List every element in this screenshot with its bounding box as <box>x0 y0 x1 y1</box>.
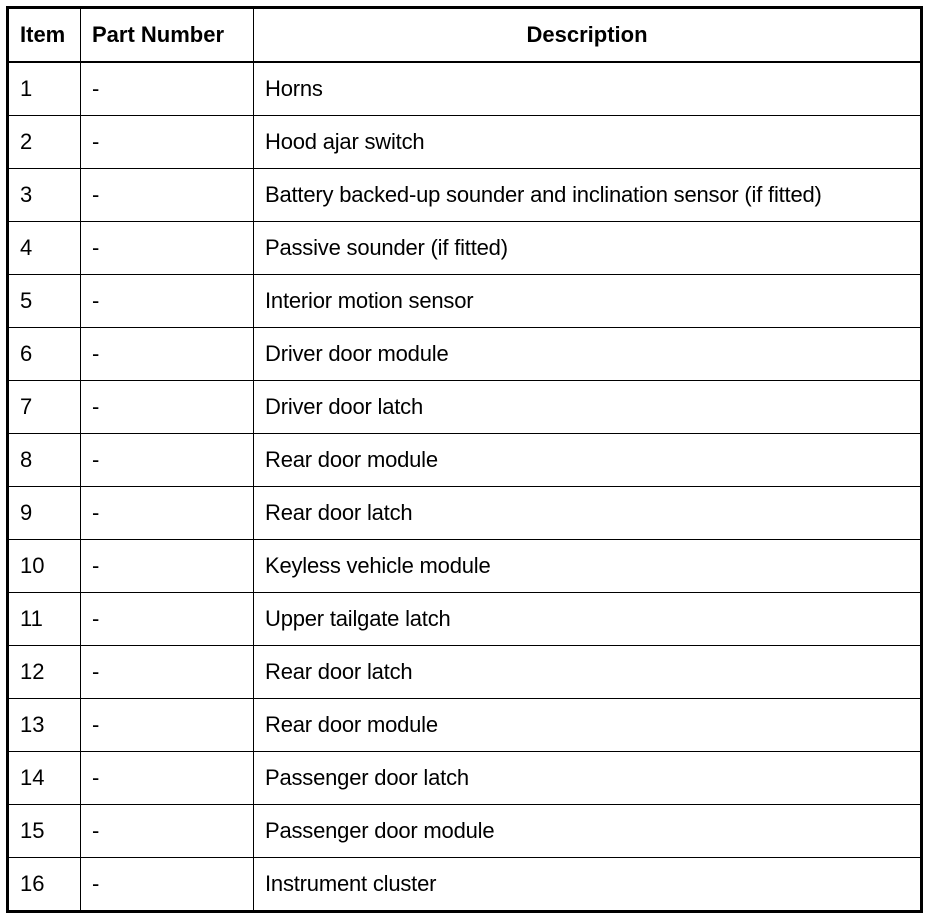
table-row <box>8 62 922 116</box>
table-row <box>8 169 922 222</box>
description-cell: Rear door latch <box>254 646 922 699</box>
table-row <box>8 805 922 858</box>
description-cell: Rear door module <box>254 434 922 487</box>
item-cell: 5 <box>8 275 81 328</box>
table-row <box>8 752 922 805</box>
parts-table <box>6 6 923 913</box>
part-number-cell: - <box>81 540 254 593</box>
table-row <box>8 275 922 328</box>
table-row <box>8 116 922 169</box>
item-cell: 11 <box>8 593 81 646</box>
column-header-description: Description <box>254 8 922 63</box>
table-row <box>8 646 922 699</box>
part-number-cell: - <box>81 222 254 275</box>
part-number-cell: - <box>81 116 254 169</box>
part-number-cell: - <box>81 62 254 116</box>
header-row <box>8 8 922 63</box>
part-number-cell: - <box>81 646 254 699</box>
column-header-part-number: Part Number <box>81 8 254 63</box>
item-cell: 6 <box>8 328 81 381</box>
part-number-cell: - <box>81 487 254 540</box>
item-cell: 14 <box>8 752 81 805</box>
description-cell: Passive sounder (if fitted) <box>254 222 922 275</box>
table-header <box>8 8 922 63</box>
table-row <box>8 487 922 540</box>
table-row <box>8 328 922 381</box>
part-number-cell: - <box>81 275 254 328</box>
part-number-cell: - <box>81 328 254 381</box>
item-cell: 7 <box>8 381 81 434</box>
description-cell: Keyless vehicle module <box>254 540 922 593</box>
item-cell: 4 <box>8 222 81 275</box>
part-number-cell: - <box>81 805 254 858</box>
table-row <box>8 434 922 487</box>
part-number-cell: - <box>81 381 254 434</box>
part-number-cell: - <box>81 752 254 805</box>
part-number-cell: - <box>81 434 254 487</box>
item-cell: 10 <box>8 540 81 593</box>
item-cell: 9 <box>8 487 81 540</box>
table-row <box>8 593 922 646</box>
description-cell: Hood ajar switch <box>254 116 922 169</box>
description-cell: Rear door latch <box>254 487 922 540</box>
table-body <box>8 62 922 912</box>
description-cell: Passenger door latch <box>254 752 922 805</box>
description-cell: Driver door latch <box>254 381 922 434</box>
part-number-cell: - <box>81 593 254 646</box>
table-row <box>8 222 922 275</box>
description-cell: Upper tailgate latch <box>254 593 922 646</box>
column-header-item: Item <box>8 8 81 63</box>
part-number-cell: - <box>81 699 254 752</box>
item-cell: 8 <box>8 434 81 487</box>
table-row <box>8 381 922 434</box>
parts-table-container <box>6 6 923 913</box>
description-cell: Interior motion sensor <box>254 275 922 328</box>
table-row <box>8 858 922 912</box>
item-cell: 1 <box>8 62 81 116</box>
item-cell: 12 <box>8 646 81 699</box>
description-cell: Passenger door module <box>254 805 922 858</box>
item-cell: 15 <box>8 805 81 858</box>
description-cell: Rear door module <box>254 699 922 752</box>
description-cell: Instrument cluster <box>254 858 922 912</box>
table-row <box>8 540 922 593</box>
part-number-cell: - <box>81 169 254 222</box>
item-cell: 2 <box>8 116 81 169</box>
description-cell: Horns <box>254 62 922 116</box>
table-row <box>8 699 922 752</box>
item-cell: 13 <box>8 699 81 752</box>
description-cell: Battery backed-up sounder and inclination sensor (if fitted) <box>254 169 922 222</box>
item-cell: 16 <box>8 858 81 912</box>
part-number-cell: - <box>81 858 254 912</box>
description-cell: Driver door module <box>254 328 922 381</box>
item-cell: 3 <box>8 169 81 222</box>
